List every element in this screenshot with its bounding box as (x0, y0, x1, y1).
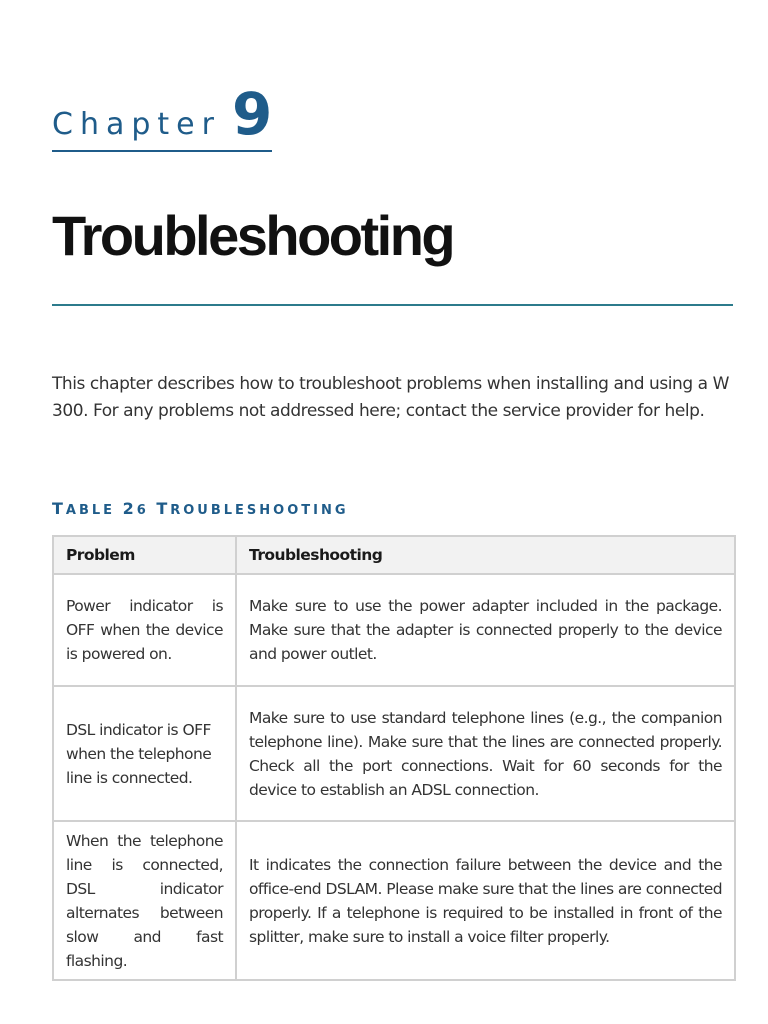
page-title: Troubleshooting (52, 204, 454, 267)
solution-cell: It indicates the connection failure between the device and the office-end DSLAM. Please make sure that the lines are connected properly. If a telephone is required to be installed in front of the splitter, make sure to install a voice filter properly. (236, 821, 735, 980)
table-caption-number: TABLE 26 (52, 499, 149, 518)
problem-cell: When the telephone line is connected, DSL indicator alternates between slow and fast flashing. (53, 821, 236, 980)
table-row (53, 574, 735, 686)
header-troubleshooting: Troubleshooting (236, 536, 735, 574)
solution-cell: Make sure to use the power adapter included in the package. Make sure that the adapter is connected properly to the device and power outlet. (236, 574, 735, 686)
table-caption (52, 499, 349, 518)
problem-cell: DSL indicator is OFF when the telephone line is connected. (53, 686, 236, 821)
chapter-number: 9 (232, 80, 273, 148)
intro-paragraph: This chapter describes how to troubleshoot problems when installing and using a W300. For any problems not addressed here; contact the service provider for help. (52, 374, 729, 421)
chapter-heading (52, 80, 272, 152)
problem-cell: Power indicator is OFF when the device is powered on. (53, 574, 236, 686)
table-caption-title: TROUBLESHOOTING (156, 499, 349, 518)
chapter-label: Chapter (52, 107, 221, 142)
troubleshooting-table (52, 535, 736, 981)
header-problem: Problem (53, 536, 236, 574)
table-header-row (53, 536, 735, 574)
table-row (53, 686, 735, 821)
title-divider (52, 304, 733, 306)
table-row (53, 821, 735, 980)
solution-cell: Make sure to use standard telephone lines (e.g., the companion telephone line). Make sure that the lines are connected properly. Check all the port connections. Wait for 60 seconds for the device to establish an ADSL connection. (236, 686, 735, 821)
